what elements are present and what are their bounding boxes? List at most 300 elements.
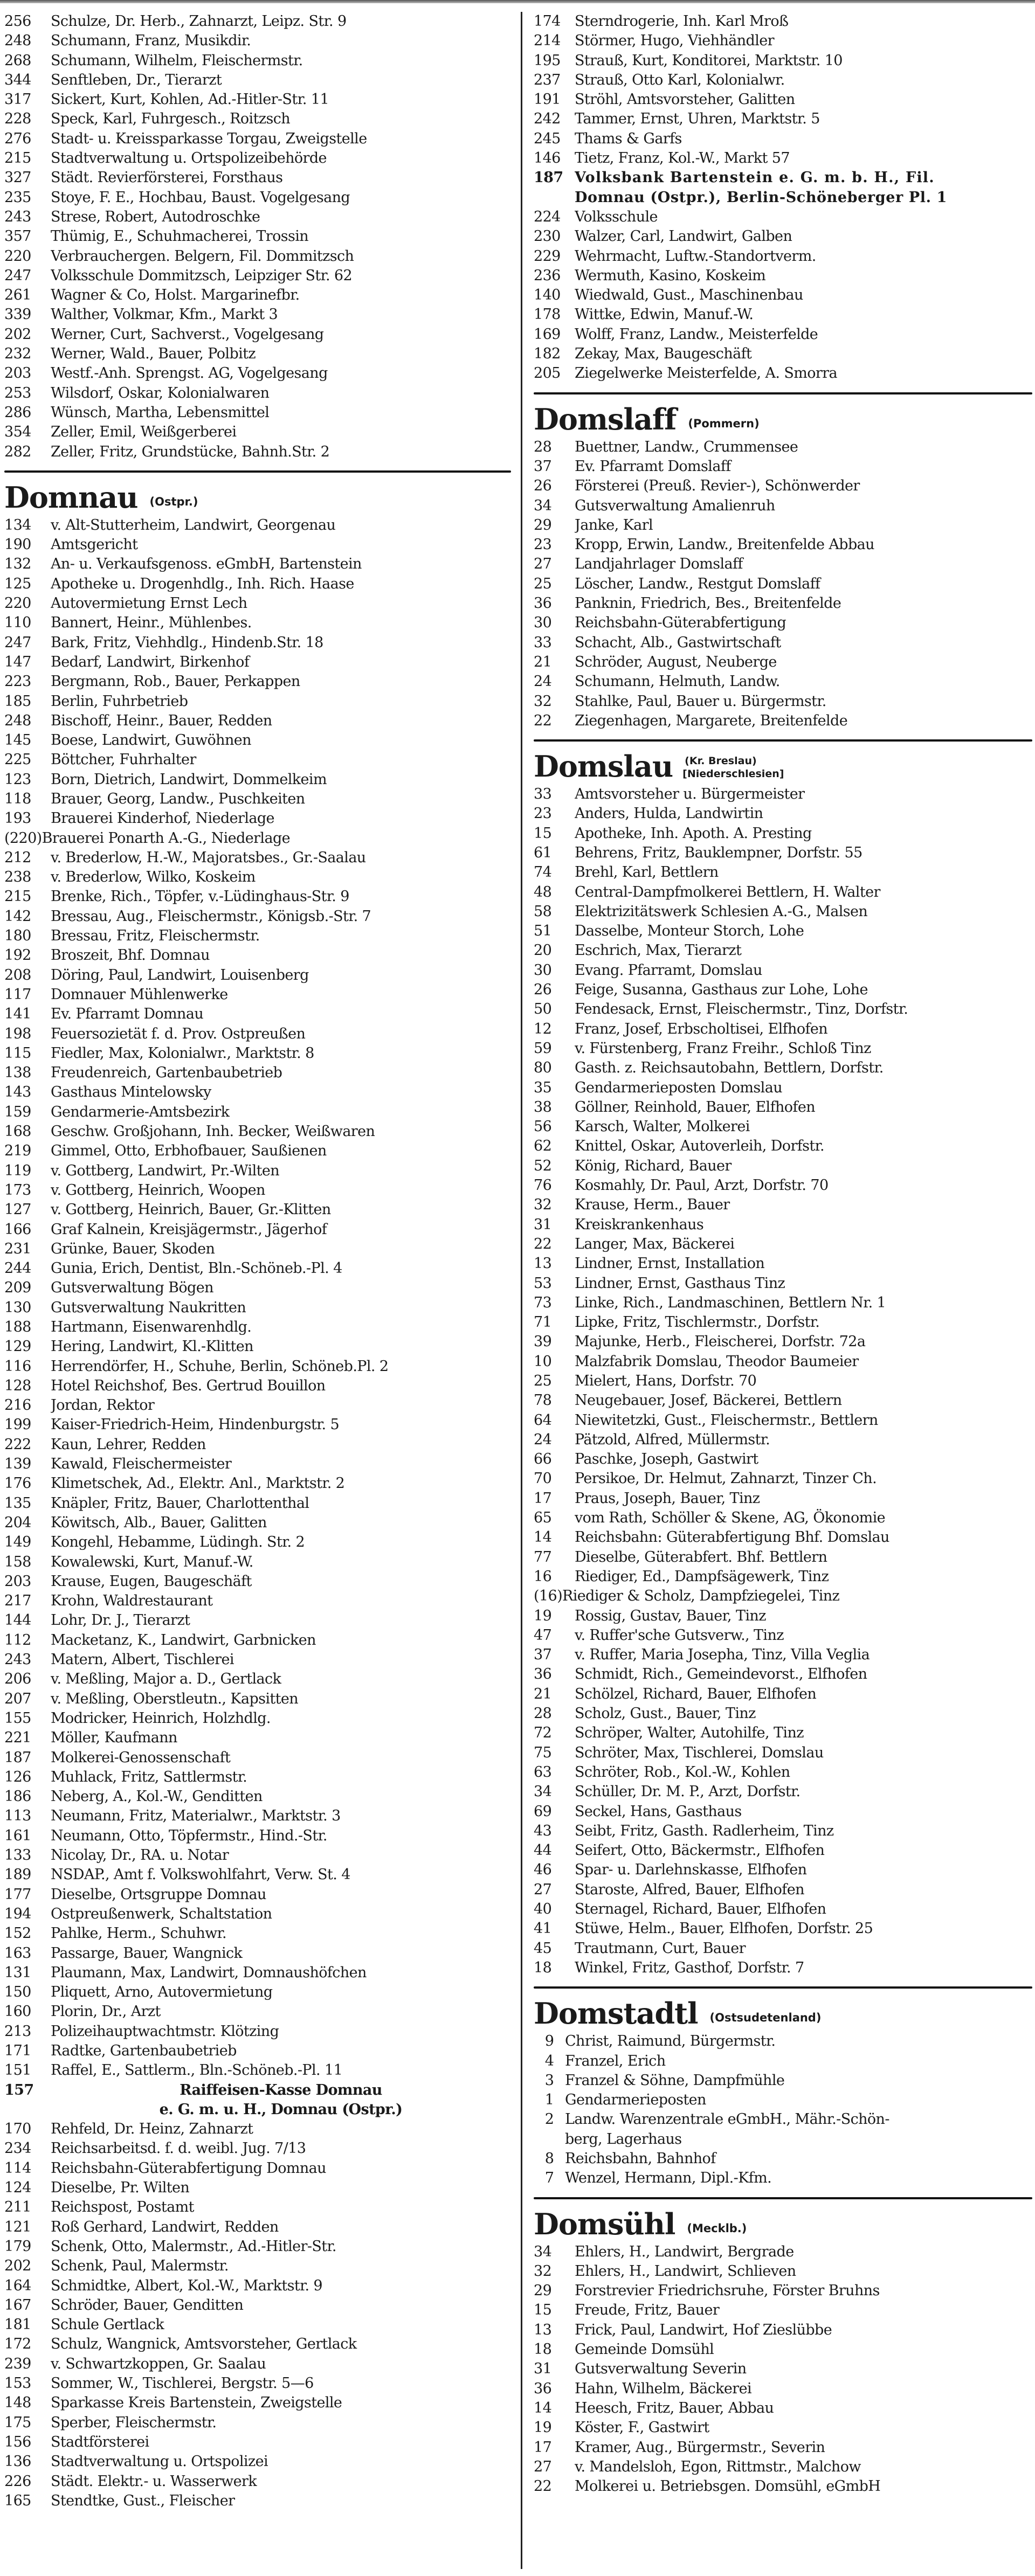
entry-number: 140	[534, 287, 561, 304]
directory-entry	[4, 829, 511, 848]
directory-entry	[4, 403, 511, 423]
entry-text: Evang. Pfarramt, Domslau	[575, 961, 762, 979]
entry-number: 17	[534, 1490, 552, 1507]
section-header-domslau	[534, 749, 1032, 784]
entry-text: Matern, Albert, Tischlerei	[51, 1651, 234, 1668]
entry-number: 152	[4, 1925, 31, 1942]
entry-text: Seifert, Otto, Bäckermstr., Elfhofen	[575, 1842, 825, 1859]
directory-entry	[534, 457, 1032, 476]
entry-number: 231	[4, 1240, 31, 1257]
entry-text: Reichspost, Postamt	[51, 2199, 194, 2216]
entry-number: 209	[4, 1279, 31, 1297]
entry-text: Gunia, Erich, Dentist, Bln.-Schöneb.-Pl. 4	[51, 1260, 342, 1277]
directory-entry	[534, 1058, 1032, 1078]
entry-number: 21	[534, 653, 552, 670]
entry-text: v. Ruffer'sche Gutsverw., Tinz	[575, 1626, 784, 1644]
entry-text: Thams & Garfs	[575, 130, 682, 147]
directory-entry	[4, 1846, 511, 1865]
entry-text: Werner, Wald., Bauer, Polbitz	[51, 345, 256, 363]
entry-text: Kowalewski, Kurt, Manuf.-W.	[51, 1553, 253, 1570]
domslaff-list	[534, 438, 1032, 731]
entry-text: Christ, Raimund, Bürgermstr.	[565, 2033, 776, 2050]
entry-text: Nicolay, Dr., RA. u. Notar	[51, 1847, 229, 1864]
place-name: Domslaff	[534, 401, 677, 437]
entry-text: Stendtke, Gust., Fleischer	[51, 2492, 235, 2509]
directory-entry	[4, 2433, 511, 2452]
directory-entry	[534, 941, 1032, 960]
section-header-domstadtl	[534, 1996, 1032, 2031]
directory-entry	[4, 305, 511, 324]
directory-entry	[534, 247, 1032, 266]
entry-text: Geschw. Großjohann, Inh. Becker, Weißwaren	[51, 1123, 375, 1140]
directory-entry	[534, 476, 1032, 496]
entry-text: Raiffeisen-Kasse Domnau	[180, 2081, 382, 2099]
directory-entry	[4, 2198, 511, 2217]
directory-entry	[4, 516, 511, 535]
directory-entry	[534, 1567, 1032, 1587]
entry-text: Trautmann, Curt, Bauer	[575, 1940, 746, 1957]
directory-entry	[4, 12, 511, 31]
entry-text: Kaiser-Friedrich-Heim, Hindenburgstr. 5	[51, 1416, 340, 1434]
entry-text: Polizeihauptwachtmstr. Klötzing	[51, 2023, 279, 2040]
entry-number: 235	[4, 189, 31, 206]
entry-text: Roß Gerhard, Landwirt, Redden	[51, 2218, 279, 2235]
entry-text: Walzer, Carl, Landwirt, Galben	[575, 228, 792, 245]
entry-text: Brenke, Rich., Töpfer, v.-Lüdinghaus-Str. 9	[51, 888, 349, 905]
entry-text: Domnauer Mühlenwerke	[51, 986, 228, 1003]
entry-text: Eschrich, Max, Tierarzt	[575, 942, 742, 959]
directory-entry	[4, 2139, 511, 2158]
directory-entry	[4, 672, 511, 691]
place-name: Domnau	[4, 480, 138, 515]
directory-entry	[4, 2276, 511, 2296]
directory-entry	[534, 2340, 1032, 2359]
entry-number: 179	[4, 2238, 31, 2255]
entry-text: Gutsverwaltung Bögen	[51, 1279, 213, 1297]
entry-number: 185	[4, 693, 31, 710]
directory-entry	[4, 1944, 511, 1963]
directory-entry	[534, 980, 1032, 1000]
directory-entry	[534, 902, 1032, 922]
entry-number: 205	[534, 365, 561, 382]
entry-number: 46	[534, 1861, 552, 1879]
entry-text: Schröper, Walter, Autohilfe, Tinz	[575, 1725, 804, 1742]
entry-text: Broszeit, Bhf. Domnau	[51, 947, 210, 964]
entry-number: 216	[4, 1397, 31, 1414]
entry-text: Bressau, Fritz, Fleischermstr.	[51, 927, 260, 945]
domnau-list	[4, 516, 511, 2081]
directory-entry	[534, 843, 1032, 863]
section-header-domnau	[4, 480, 511, 513]
page-top-edge	[0, 0, 1035, 3]
directory-entry	[534, 2418, 1032, 2437]
entry-text: Strauß, Kurt, Konditorei, Marktstr. 10	[575, 52, 843, 69]
entry-text: Krause, Eugen, Baugeschäft	[51, 1573, 252, 1590]
entry-text: Schenk, Paul, Malermstr.	[51, 2258, 229, 2275]
entry-text: Schölzel, Richard, Bauer, Elfhofen	[575, 1685, 817, 1702]
entry-text: Schröter, Max, Tischlerei, Domslau	[575, 1744, 824, 1761]
place-name: Domstadtl	[534, 1996, 698, 2031]
directory-entry	[534, 1391, 1032, 1410]
directory-entry	[534, 2052, 1032, 2071]
directory-entry	[4, 1415, 511, 1435]
entry-text: Neumann, Otto, Töpfermstr., Hind.-Str.	[51, 1827, 327, 1844]
entry-text: Sparkasse Kreis Bartenstein, Zweigstelle	[51, 2394, 342, 2412]
entry-text: Kawald, Fleischermeister	[51, 1456, 232, 1473]
entry-text: Franz, Josef, Erbscholtisei, Elfhofen	[575, 1020, 828, 1037]
entry-text: Rossig, Gustav, Bauer, Tinz	[575, 1607, 766, 1624]
entry-number: 77	[534, 1548, 552, 1566]
directory-entry	[534, 1763, 1032, 1782]
entry-number: 73	[534, 1294, 552, 1311]
entry-text: Speck, Karl, Fuhrgesch., Roitzsch	[51, 110, 291, 128]
entry-number: 212	[4, 849, 31, 866]
directory-entry	[4, 266, 511, 286]
directory-entry	[534, 824, 1032, 843]
directory-entry	[534, 1645, 1032, 1665]
entry-number: 30	[534, 614, 552, 632]
entry-number: 14	[534, 2399, 552, 2416]
entry-number: 232	[4, 345, 31, 363]
directory-entry	[534, 922, 1032, 941]
entry-number: 70	[534, 1470, 552, 1487]
entry-text: Hering, Landwirt, Kl.-Klitten	[51, 1338, 253, 1355]
entry-text: Fiedler, Max, Kolonialwr., Marktstr. 8	[51, 1044, 314, 1062]
entry-text: Stüwe, Helm., Bauer, Elfhofen, Dorfstr. 25	[575, 1920, 873, 1937]
directory-entry	[4, 1494, 511, 1513]
directory-entry	[4, 1709, 511, 1728]
place-name: Domsühl	[534, 2206, 675, 2241]
directory-entry	[534, 1743, 1032, 1763]
directory-entry	[534, 1704, 1032, 1723]
entry-text: Krause, Herm., Bauer	[575, 1196, 730, 1214]
entry-number: 182	[534, 345, 561, 363]
entry-text: Schulz, Wangnick, Amtsvorsteher, Gertlack	[51, 2336, 357, 2353]
entry-text: berg, Lagerhaus	[565, 2130, 682, 2148]
entry-text: Mielert, Hans, Dorfstr. 70	[575, 1373, 757, 1389]
entry-text: Lohr, Dr. J., Tierarzt	[51, 1612, 190, 1629]
entry-number: 128	[4, 1377, 31, 1394]
directory-entry	[4, 1376, 511, 1396]
entry-number: 176	[4, 1475, 31, 1492]
directory-entry	[4, 926, 511, 946]
entry-text: Kropp, Erwin, Landw., Breitenfelde Abbau	[575, 536, 874, 553]
entry-number: 69	[534, 1803, 552, 1820]
directory-entry	[4, 1806, 511, 1826]
entry-number: 123	[4, 771, 31, 788]
directory-entry	[534, 2359, 1032, 2379]
directory-entry	[534, 207, 1032, 227]
entry-number: 142	[4, 908, 31, 925]
entry-text: Försterei (Preuß. Revier-), Schönwerder	[575, 477, 860, 495]
entry-text: Klimetschek, Ad., Elektr. Anl., Marktstr. 2	[51, 1475, 345, 1492]
directory-entry	[534, 1372, 1032, 1391]
directory-entry	[534, 286, 1032, 305]
entry-text: Zekay, Max, Baugeschäft	[575, 345, 752, 363]
entry-number: 48	[534, 883, 552, 901]
entry-number: 4	[544, 2052, 554, 2069]
entry-text: Sommer, W., Tischlerei, Bergstr. 5—6	[51, 2375, 314, 2392]
entry-text: Feige, Susanna, Gasthaus zur Lohe, Lohe	[575, 981, 868, 999]
entry-text: Majunke, Herb., Fleischerei, Dorfstr. 72a	[575, 1333, 866, 1351]
entry-text: Brauer, Georg, Landw., Puschkeiten	[51, 790, 305, 807]
entry-text: Wenzel, Hermann, Dipl.-Kfm.	[565, 2170, 772, 2187]
entry-number: 236	[534, 267, 561, 284]
entry-text: Ströhl, Amtsvorsteher, Galitten	[575, 91, 795, 108]
entry-number: 139	[4, 1456, 31, 1473]
entry-text: Löscher, Landw., Restgut Domslaff	[575, 575, 820, 592]
entry-number: 36	[534, 2380, 552, 2397]
entry-text: Kosmahly, Dr. Paul, Arzt, Dorfstr. 70	[575, 1177, 829, 1194]
entry-number: 19	[534, 1607, 552, 1624]
directory-entry	[534, 1157, 1032, 1176]
entry-number: 138	[4, 1064, 31, 1082]
directory-entry	[4, 1631, 511, 1650]
directory-entry	[534, 653, 1032, 672]
entry-text: Brehl, Karl, Bettlern	[575, 864, 719, 881]
entry-number: 10	[534, 1353, 552, 1370]
entry-number: 38	[534, 1098, 552, 1116]
entry-text: Gendarmerie-Amtsbezirk	[51, 1103, 230, 1120]
entry-text: Gimmel, Otto, Erbhofbauer, Saußienen	[51, 1142, 327, 1160]
entry-text: Sperber, Fleischermstr.	[51, 2414, 217, 2431]
entry-number: 3	[544, 2072, 554, 2089]
entry-text: Ehlers, H., Landwirt, Bergrade	[575, 2243, 794, 2260]
directory-entry	[4, 848, 511, 868]
entry-number: 113	[4, 1808, 31, 1825]
entry-number-spacer	[534, 2130, 565, 2149]
entry-number: 276	[4, 130, 31, 147]
entry-text: Wagner & Co, Holst. Margarinefbr.	[51, 287, 300, 304]
directory-entry	[534, 785, 1032, 804]
directory-entry	[534, 2399, 1032, 2418]
directory-entry	[534, 305, 1032, 324]
entry-text: Fendesack, Ernst, Fleischermstr., Tinz, Dorfstr.	[575, 1001, 908, 1018]
entry-number: 27	[534, 2458, 552, 2475]
entry-text: Central-Dampfmolkerei Bettlern, H. Walter	[575, 883, 880, 901]
entry-number: 37	[534, 458, 552, 475]
entry-number: (16)	[534, 1588, 563, 1605]
entry-text: Landw. Warenzentrale eGmbH., Mähr.-Schön-	[565, 2111, 889, 2128]
entry-number: 248	[4, 32, 31, 50]
entry-text: Schröter, Rob., Kol.-W., Kohlen	[575, 1763, 790, 1781]
entry-text: Dieselbe, Pr. Wilten	[51, 2179, 190, 2197]
entry-number: 33	[534, 634, 552, 651]
section-divider	[534, 1986, 1032, 1989]
entry-text: Schmidt, Rich., Gemeindevorst., Elfhofen	[575, 1666, 867, 1683]
entry-text: Schumann, Helmuth, Landw.	[575, 673, 780, 690]
entry-text: Muhlack, Fritz, Sattlermstr.	[51, 1768, 247, 1785]
directory-entry	[534, 1332, 1032, 1352]
entry-text: Reichsbahn-Güterabfertigung Domnau	[51, 2159, 326, 2177]
directory-entry	[4, 1533, 511, 1552]
entry-text: Bannert, Heinr., Mühlenbes.	[51, 614, 252, 632]
entry-text: Zeller, Emil, Weißgerberei	[51, 424, 237, 441]
entry-text: Wolff, Franz, Landw., Meisterfelde	[575, 326, 818, 343]
directory-entry	[534, 2281, 1032, 2301]
entry-text: Spar- u. Darlehnskasse, Elfhofen	[575, 1861, 807, 1879]
entry-number: 129	[4, 1338, 31, 1355]
directory-entry	[534, 1137, 1032, 1156]
featured-entry-continuation: Domnau (Ostpr.), Berlin-Schöneberger Pl. 1	[575, 189, 947, 206]
directory-entry	[4, 731, 511, 750]
entry-number: 65	[534, 1509, 552, 1527]
entry-number: 174	[534, 13, 561, 30]
entry-number: 127	[4, 1201, 31, 1218]
directory-entry	[534, 2477, 1032, 2496]
directory-entry	[534, 1841, 1032, 1860]
entry-text: Jordan, Rektor	[51, 1397, 155, 1414]
entry-number: 170	[4, 2121, 31, 2138]
entry-text: Berlin, Fuhrbetrieb	[51, 693, 188, 710]
directory-entry	[4, 1278, 511, 1298]
entry-text: Franzel & Söhne, Dampfmühle	[565, 2072, 785, 2089]
directory-entry	[4, 2296, 511, 2315]
directory-entry	[534, 325, 1032, 344]
entry-number: 72	[534, 1725, 552, 1742]
entry-text: Grünke, Bauer, Skoden	[51, 1240, 215, 1257]
entry-number: 187	[4, 1749, 31, 1766]
directory-entry	[4, 692, 511, 711]
entry-number: 121	[4, 2218, 31, 2235]
entry-number: 202	[4, 326, 31, 343]
entry-text: Ziegelwerke Meisterfelde, A. Smorra	[575, 365, 838, 382]
entry-text: Staroste, Alfred, Bauer, Elfhofen	[575, 1881, 804, 1898]
entry-text: Karsch, Walter, Molkerei	[575, 1118, 750, 1135]
entry-text: Amtsvorsteher u. Bürgermeister	[575, 786, 805, 803]
entry-number: 215	[4, 150, 31, 167]
section-header-domslaff	[534, 401, 1032, 437]
right-column	[534, 12, 1032, 2496]
entry-text: Plaumann, Max, Landwirt, Domnaushöfchen	[51, 1964, 367, 1981]
entry-number: 64	[534, 1411, 552, 1429]
directory-entry	[4, 809, 511, 828]
entry-text: Feuersozietät f. d. Prov. Ostpreußen	[51, 1025, 306, 1042]
continued-list	[4, 12, 511, 462]
entry-number: 192	[4, 947, 31, 964]
directory-entry	[534, 2321, 1032, 2340]
entry-text: v. Gottberg, Heinrich, Bauer, Gr.-Klitten	[51, 1201, 331, 1218]
entry-number: 222	[4, 1436, 31, 1453]
entry-text: Freude, Fritz, Bauer	[575, 2302, 720, 2319]
entry-number: 35	[534, 1079, 552, 1096]
entry-text: Schmidtke, Albert, Kol.-W., Marktstr. 9	[51, 2277, 322, 2294]
entry-number: 190	[4, 536, 31, 553]
directory-entry	[534, 2090, 1032, 2110]
directory-entry	[534, 1098, 1032, 1117]
directory-entry	[4, 1161, 511, 1181]
directory-entry	[534, 555, 1032, 574]
entry-text: Raffel, E., Sattlerm., Bln.-Schöneb.-Pl. 11	[51, 2062, 343, 2079]
directory-entry	[4, 613, 511, 633]
entry-text: vom Rath, Schöller & Skene, AG, Ökonomie	[575, 1509, 886, 1527]
entry-text: Ev. Pfarramt Domnau	[51, 1006, 204, 1023]
continued-list-after	[534, 207, 1032, 384]
entry-number: 180	[4, 927, 31, 945]
entry-text: Reichsarbeitsd. f. d. weibl. Jug. 7/13	[51, 2140, 306, 2157]
directory-entry	[4, 2315, 511, 2335]
entry-text: Praus, Joseph, Bauer, Tinz	[575, 1490, 760, 1507]
entry-text: Riediger, Ed., Dampfsägewerk, Tinz	[575, 1568, 829, 1585]
entry-text: Anders, Hulda, Landwirtin	[575, 805, 763, 822]
directory-entry	[534, 1606, 1032, 1626]
entry-number: 51	[534, 923, 552, 940]
entry-text: Schacht, Alb., Gastwirtschaft	[575, 634, 781, 651]
entry-number: 27	[534, 556, 552, 573]
directory-entry	[4, 711, 511, 731]
entry-number: 1	[544, 2092, 554, 2109]
directory-entry	[534, 227, 1032, 246]
entry-number: 23	[534, 805, 552, 822]
directory-entry	[534, 1802, 1032, 1822]
directory-entry	[4, 1063, 511, 1083]
entry-number: 125	[4, 575, 31, 592]
entry-number: 243	[4, 208, 31, 225]
entry-number: 115	[4, 1044, 31, 1062]
entry-text: Amtsgericht	[51, 536, 138, 553]
directory-entry	[534, 31, 1032, 51]
directory-entry	[4, 2413, 511, 2433]
entry-number: 141	[4, 1006, 31, 1023]
directory-entry	[4, 1768, 511, 1787]
directory-entry	[4, 71, 511, 90]
entry-text: Zeller, Fritz, Grundstücke, Bahnh.Str. 2	[51, 443, 330, 460]
entry-text: Linke, Rich., Landmaschinen, Bettlern Nr. 1	[575, 1294, 886, 1311]
entry-number: 52	[534, 1157, 552, 1174]
entry-text: Molkerei u. Betriebsgen. Domsühl, eGmbH	[575, 2478, 881, 2495]
entry-text: Knäpler, Fritz, Bauer, Charlottenthal	[51, 1494, 309, 1512]
entry-number: 50	[534, 1001, 552, 1018]
entry-text: Gasth. z. Reichsautobahn, Bettlern, Dorfstr.	[575, 1060, 884, 1077]
entry-text: Lindner, Ernst, Gasthaus Tinz	[575, 1275, 785, 1292]
entry-text: Panknin, Friedrich, Bes., Breitenfelde	[575, 595, 841, 612]
entry-number: 153	[4, 2375, 31, 2392]
region-name: (Ostpr.)	[149, 495, 198, 508]
entry-number: 206	[4, 1671, 31, 1688]
directory-entry	[534, 1020, 1032, 1039]
entry-number: 44	[534, 1842, 552, 1859]
entry-text: Brauerei Ponarth A.-G., Niederlage	[42, 829, 291, 847]
directory-entry	[534, 496, 1032, 516]
entry-text: NSDAP., Amt f. Volkswohlfahrt, Verw. St. 4	[51, 1866, 350, 1883]
entry-text: Heesch, Fritz, Bauer, Abbau	[575, 2399, 774, 2416]
directory-entry	[4, 1983, 511, 2002]
entry-text: v. Gottberg, Landwirt, Pr.-Wilten	[51, 1162, 280, 1179]
entry-text: Scholz, Gust., Bauer, Tinz	[575, 1705, 756, 1722]
entry-number: 28	[534, 1705, 552, 1722]
entry-number: 7	[544, 2170, 554, 2187]
featured-entry-continuation: e. G. m. u. H., Domnau (Ostpr.)	[159, 2101, 403, 2118]
entry-number: 13	[534, 2321, 552, 2338]
entry-number: 244	[4, 1260, 31, 1277]
entry-text: v. Mandelsloh, Egon, Rittmstr., Malchow	[575, 2458, 861, 2475]
directory-entry	[4, 1905, 511, 1924]
entry-number: 62	[534, 1138, 552, 1155]
directory-entry	[534, 1078, 1032, 1098]
entry-number: 23	[534, 536, 552, 553]
entry-text: Sternagel, Richard, Bauer, Elfhofen	[575, 1901, 826, 1918]
directory-entry	[4, 1611, 511, 1630]
entry-text: Pliquett, Arno, Autovermietung	[51, 1984, 273, 2001]
entry-number: 32	[534, 1196, 552, 1214]
directory-entry	[4, 247, 511, 266]
directory-entry	[4, 344, 511, 364]
directory-entry	[534, 2457, 1032, 2477]
directory-entry	[4, 770, 511, 790]
entry-number: 286	[4, 404, 31, 421]
entry-number: 56	[534, 1118, 552, 1135]
entry-text: Göllner, Reinhold, Bauer, Elfhofen	[575, 1098, 815, 1116]
